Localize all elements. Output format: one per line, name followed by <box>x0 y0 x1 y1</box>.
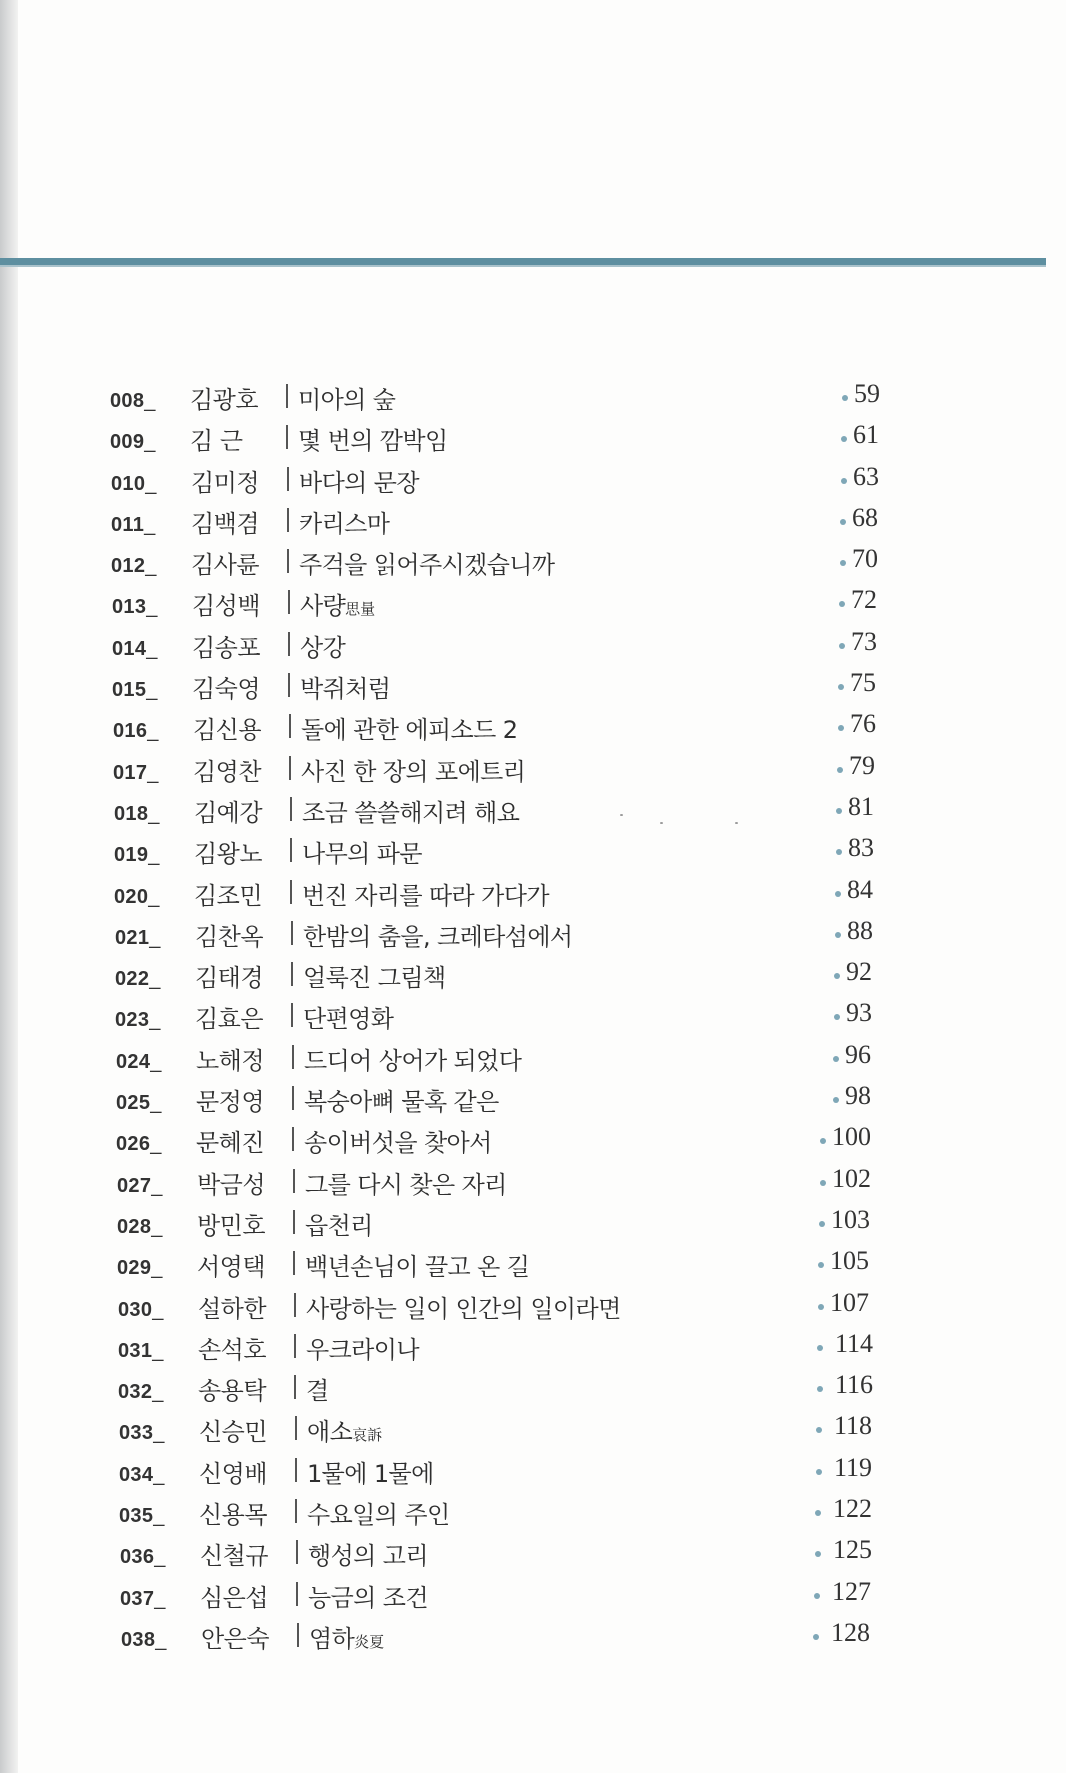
entry-number: 035 _ <box>119 1505 165 1528</box>
entry-page-number: 114 <box>835 1328 874 1358</box>
entry-title: 송이버섯을 찾아서 <box>304 1129 492 1158</box>
entry-author: 김효은 <box>195 1005 264 1034</box>
entry-page-number: 122 <box>833 1494 872 1524</box>
entry-separator <box>286 384 288 408</box>
entry-number: 025 _ <box>116 1092 162 1115</box>
entry-author: 김왕노 <box>194 840 263 869</box>
bullet-dot <box>816 1469 822 1475</box>
entry-separator <box>292 1045 294 1069</box>
entry-title-hanja: 哀訴 <box>352 1426 383 1445</box>
toc-entry[interactable] <box>0 1078 1066 1119</box>
entry-number: 028 _ <box>117 1216 163 1239</box>
entry-number: 010 _ <box>111 473 157 496</box>
entry-page-number: 93 <box>846 998 872 1028</box>
toc-entry[interactable] <box>0 1615 1066 1656</box>
toc-entry[interactable] <box>0 417 1066 458</box>
bullet-dot <box>833 1097 839 1103</box>
toc-entry[interactable] <box>0 541 1066 582</box>
entry-title: 사진 한 장의 포에트리 <box>301 757 526 786</box>
entry-title-hanja: 炎夏 <box>354 1632 385 1651</box>
bullet-dot <box>834 973 840 979</box>
entry-title: 상강 <box>300 633 346 662</box>
entry-page-number: 81 <box>848 791 874 821</box>
entry-title: 카리스마 <box>299 509 390 538</box>
entry-title: 드디어 상어가 되었다 <box>304 1046 522 1075</box>
bullet-dot <box>814 1593 820 1599</box>
entry-title: 바다의 문장 <box>299 468 419 497</box>
entry-page-number: 59 <box>854 379 880 408</box>
entry-title: 조금 쓸쓸해지려 해요 <box>302 798 520 827</box>
entry-number: 017 _ <box>113 762 159 785</box>
toc-entry[interactable] <box>0 830 1066 871</box>
entry-page-number: 103 <box>831 1204 870 1234</box>
entry-separator <box>293 1210 295 1234</box>
entry-separator <box>291 962 293 986</box>
entry-title: 번진 자리를 따라 가다가 <box>302 881 549 910</box>
bullet-dot <box>839 601 845 607</box>
entry-author: 문혜진 <box>196 1129 265 1158</box>
bullet-dot <box>816 1427 822 1433</box>
bullet-dot <box>818 1262 824 1268</box>
bullet-dot <box>840 560 846 566</box>
entry-separator <box>297 1623 299 1647</box>
entry-separator <box>294 1334 296 1358</box>
entry-title: 사량思量 <box>300 592 376 621</box>
entry-separator <box>293 1251 295 1275</box>
entry-number: 031 _ <box>118 1340 164 1363</box>
bullet-dot <box>835 891 841 897</box>
entry-separator <box>290 880 292 904</box>
entry-page-number: 107 <box>830 1287 869 1317</box>
entry-author: 신철규 <box>200 1542 269 1571</box>
entry-page-number: 73 <box>851 626 877 656</box>
entry-page-number: 105 <box>830 1246 869 1276</box>
entry-number: 030 _ <box>118 1299 164 1322</box>
entry-number: 020 _ <box>114 886 160 909</box>
entry-page-number: 72 <box>851 585 877 615</box>
entry-number: 021 _ <box>115 927 161 950</box>
entry-separator <box>295 1499 297 1523</box>
entry-separator <box>296 1540 298 1564</box>
entry-number: 023 _ <box>115 1009 161 1032</box>
entry-separator <box>289 756 291 780</box>
entry-separator <box>292 1127 294 1151</box>
entry-author: 신영배 <box>199 1459 268 1488</box>
entry-page-number: 98 <box>845 1081 871 1111</box>
bullet-dot <box>836 849 842 855</box>
entry-separator <box>290 838 292 862</box>
entry-number: 008 _ <box>110 390 156 413</box>
entry-number: 016 _ <box>113 720 159 743</box>
entry-author: 설하한 <box>198 1294 267 1323</box>
entry-title: 수요일의 주인 <box>307 1501 450 1530</box>
entry-separator <box>287 508 289 532</box>
toc-entry[interactable] <box>0 1243 1066 1284</box>
entry-title: 몇 번의 깜박임 <box>298 427 448 456</box>
toc-entry[interactable] <box>0 954 1066 995</box>
entry-page-number: 63 <box>853 461 879 491</box>
entry-author: 노해정 <box>196 1046 265 1075</box>
entry-page-number: 125 <box>833 1535 872 1565</box>
entry-title: 주걱을 읽어주시겠습니까 <box>299 551 555 580</box>
toc-entry[interactable] <box>0 500 1066 541</box>
bullet-dot <box>820 1180 826 1186</box>
entry-author: 김예강 <box>194 798 263 827</box>
entry-title-hanja: 思量 <box>345 600 376 619</box>
entry-number: 027 _ <box>117 1175 163 1198</box>
bullet-dot <box>839 643 845 649</box>
toc-entry[interactable] <box>0 1202 1066 1243</box>
entry-separator <box>291 921 293 945</box>
toc-entry[interactable] <box>0 1161 1066 1202</box>
entry-separator <box>287 467 289 491</box>
entry-title: 결 <box>306 1377 329 1406</box>
header-rule <box>0 258 1046 265</box>
entry-page-number: 75 <box>850 668 876 698</box>
entry-page-number: 68 <box>852 502 878 532</box>
bullet-dot <box>838 725 844 731</box>
toc-entry[interactable] <box>0 1491 1066 1532</box>
entry-separator <box>294 1375 296 1399</box>
entry-author: 김태경 <box>195 964 264 993</box>
entry-page-number: 102 <box>832 1163 871 1193</box>
entry-number: 011 _ <box>111 514 156 537</box>
toc-entry[interactable] <box>0 1450 1066 1491</box>
entry-author: 문정영 <box>196 1088 265 1117</box>
toc-entry[interactable] <box>0 1367 1066 1408</box>
entry-author: 안은숙 <box>201 1624 270 1653</box>
toc-entry[interactable] <box>0 1408 1066 1449</box>
entry-title: 사랑하는 일이 인간의 일이라면 <box>306 1294 621 1323</box>
bullet-dot <box>834 1014 840 1020</box>
entry-title: 단편영화 <box>303 1005 394 1034</box>
bullet-dot <box>842 395 848 401</box>
entry-number: 037 _ <box>120 1588 166 1611</box>
toc-entry[interactable] <box>0 459 1066 500</box>
bullet-dot <box>817 1386 823 1392</box>
entry-number: 026 _ <box>116 1133 162 1156</box>
entry-author: 김숙영 <box>192 675 261 704</box>
entry-page-number: 76 <box>850 709 876 739</box>
entry-separator <box>289 714 291 738</box>
entry-number: 032 _ <box>118 1381 164 1404</box>
toc-entry[interactable] <box>0 376 1066 417</box>
entry-separator <box>286 425 288 449</box>
bullet-dot <box>835 932 841 938</box>
toc-entry[interactable] <box>0 1285 1066 1326</box>
entry-separator <box>288 632 290 656</box>
toc-entry[interactable] <box>0 913 1066 954</box>
entry-separator <box>296 1582 298 1606</box>
entry-page-number: 116 <box>835 1370 874 1400</box>
toc-entry[interactable] <box>0 1326 1066 1367</box>
toc-entry[interactable] <box>0 1574 1066 1615</box>
entry-author: 박금성 <box>197 1170 266 1199</box>
entry-number: 015 _ <box>112 679 158 702</box>
entry-title: 한밤의 춤을, 크레타섬에서 <box>303 922 573 951</box>
entry-number: 034 _ <box>119 1464 165 1487</box>
toc-entry[interactable] <box>0 582 1066 623</box>
entry-separator <box>288 673 290 697</box>
entry-author: 김사륜 <box>191 551 260 580</box>
entry-title: 나무의 파문 <box>302 840 422 869</box>
entry-title: 백년손님이 끌고 온 길 <box>305 1253 530 1282</box>
bullet-dot <box>838 684 844 690</box>
entry-author: 김송포 <box>192 633 261 662</box>
toc-entry[interactable] <box>0 665 1066 706</box>
entry-page-number: 79 <box>849 750 875 780</box>
toc-entry[interactable] <box>0 872 1066 913</box>
entry-title: 얼룩진 그림책 <box>303 964 446 993</box>
entry-page-number: 84 <box>847 874 873 904</box>
entry-title: 읍천리 <box>305 1211 373 1240</box>
bullet-dot <box>840 519 846 525</box>
entry-author: 김조민 <box>194 881 263 910</box>
entry-number: 022 _ <box>115 968 161 991</box>
entry-separator <box>294 1293 296 1317</box>
bullet-dot <box>818 1304 824 1310</box>
bullet-dot <box>819 1221 825 1227</box>
entry-title: 돌에 관한 에피소드 2 <box>301 716 518 745</box>
entry-author: 신용목 <box>199 1501 268 1530</box>
entry-title: 미아의 숲 <box>298 386 396 414</box>
entry-author: 김 근 <box>190 427 243 456</box>
entry-number: 019 _ <box>114 844 160 867</box>
bullet-dot <box>837 767 843 773</box>
toc-entry[interactable] <box>0 1037 1066 1078</box>
entry-number: 013 _ <box>112 596 158 619</box>
entry-number: 024 _ <box>116 1051 162 1074</box>
entry-separator <box>295 1416 297 1440</box>
entry-author: 김미정 <box>191 468 260 497</box>
bullet-dot <box>836 808 842 814</box>
entry-author: 손석호 <box>198 1335 267 1364</box>
entry-page-number: 127 <box>832 1576 871 1606</box>
entry-page-number: 128 <box>831 1617 870 1647</box>
bullet-dot <box>817 1345 823 1351</box>
entry-author: 서영택 <box>197 1253 266 1282</box>
entry-number: 033 _ <box>119 1422 165 1445</box>
entry-number: 036 _ <box>120 1546 166 1569</box>
entry-number: 012 _ <box>111 555 157 578</box>
entry-separator <box>288 590 290 614</box>
entry-number: 038 _ <box>121 1629 167 1652</box>
entry-number: 018 _ <box>114 803 160 826</box>
bullet-dot <box>820 1138 826 1144</box>
bullet-dot <box>815 1510 821 1516</box>
bullet-dot <box>841 436 847 442</box>
toc-entry[interactable] <box>0 995 1066 1036</box>
toc-entry[interactable] <box>0 624 1066 665</box>
entry-separator <box>292 1086 294 1110</box>
toc-entry[interactable] <box>0 748 1066 789</box>
entry-author: 김영찬 <box>193 757 262 786</box>
toc-entry[interactable] <box>0 706 1066 747</box>
bullet-dot <box>833 1056 839 1062</box>
entry-page-number: 96 <box>845 1039 871 1069</box>
entry-separator <box>293 1169 295 1193</box>
bullet-dot <box>815 1551 821 1557</box>
entry-page-number: 61 <box>853 420 879 450</box>
entry-title: 행성의 고리 <box>308 1542 428 1571</box>
entry-author: 김백겸 <box>191 509 260 538</box>
entry-number: 014 _ <box>112 638 158 661</box>
entry-separator <box>295 1458 297 1482</box>
entry-title: 복숭아뼈 물혹 같은 <box>304 1088 499 1117</box>
entry-separator <box>287 549 289 573</box>
entry-author: 김성백 <box>192 592 261 621</box>
table-of-contents <box>0 376 1066 1656</box>
entry-title: 우크라이나 <box>306 1335 419 1364</box>
entry-page-number: 92 <box>846 957 872 987</box>
bullet-dot <box>841 478 847 484</box>
entry-title: 애소哀訴 <box>307 1418 383 1447</box>
entry-title: 그를 다시 찾은 자리 <box>305 1170 507 1199</box>
toc-entry[interactable] <box>0 789 1066 830</box>
entry-separator <box>291 1003 293 1027</box>
bullet-dot <box>813 1634 819 1640</box>
entry-separator <box>290 797 292 821</box>
entry-author: 김광호 <box>190 386 259 414</box>
entry-title: 능금의 조건 <box>308 1583 428 1612</box>
entry-author: 신승민 <box>199 1418 268 1447</box>
entry-page-number: 119 <box>834 1452 873 1482</box>
entry-author: 방민호 <box>197 1211 266 1240</box>
entry-title: 1물에 1물에 <box>307 1459 434 1488</box>
entry-number: 029 _ <box>117 1257 163 1280</box>
entry-author: 김신용 <box>193 716 262 745</box>
entry-page-number: 88 <box>847 915 873 945</box>
entry-author: 김찬옥 <box>195 922 264 951</box>
entry-page-number: 100 <box>832 1122 871 1152</box>
entry-title: 박쥐처럼 <box>300 675 391 704</box>
toc-entry[interactable] <box>0 1532 1066 1573</box>
entry-title: 염하炎夏 <box>309 1624 385 1653</box>
entry-number: 009 _ <box>110 431 156 454</box>
entry-page-number: 83 <box>848 833 874 863</box>
entry-author: 송용탁 <box>198 1377 267 1406</box>
entry-page-number: 118 <box>834 1411 873 1441</box>
entry-page-number: 70 <box>852 544 878 574</box>
entry-author: 심은섭 <box>200 1583 269 1612</box>
toc-entry[interactable] <box>0 1119 1066 1160</box>
